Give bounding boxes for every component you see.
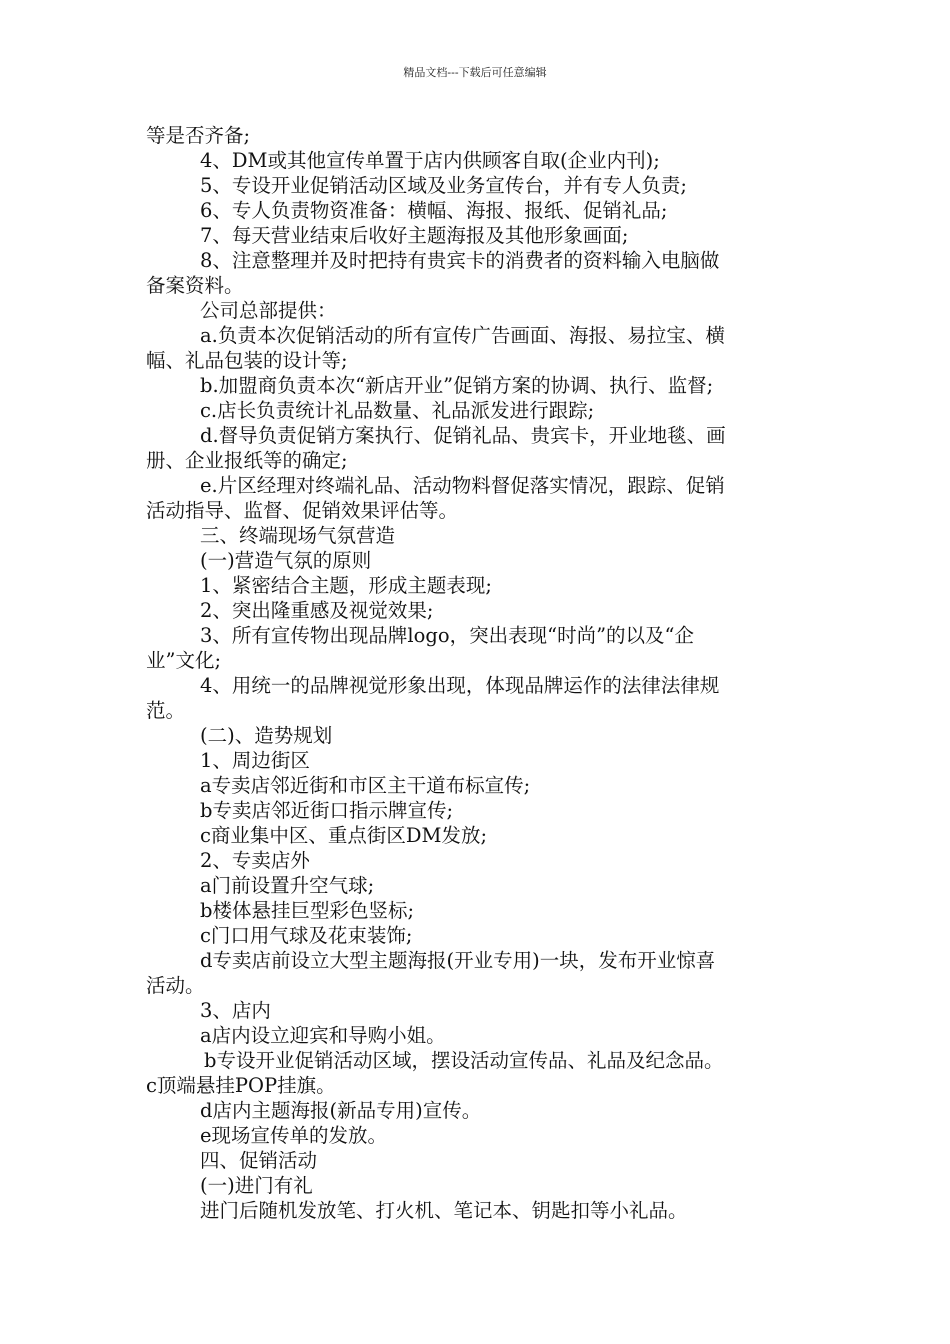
text-line: 幅、礼品包装的设计等; [146,349,348,372]
text-line: 3、所有宣传物出现品牌logo，突出表现“时尚”的以及“企 [200,624,695,647]
text-line: d.督导负责促销方案执行、促销礼品、贵宾卡，开业地毯、画 [200,424,726,447]
page-header: 精品文档---下载后可任意编辑 [403,66,547,79]
text-line: e.片区经理对终端礼品、活动物料督促落实情况，跟踪、促销 [200,474,725,497]
text-line: c商业集中区、重点街区DM发放; [200,824,488,847]
text-line: b楼体悬挂巨型彩色竖标; [200,899,415,922]
section-heading: 四、促销活动 [200,1149,318,1172]
text-line: 等是否齐备; [146,124,251,147]
text-line: a专卖店邻近街和市区主干道布标宣传; [200,774,531,797]
text-line: c门口用气球及花束装饰; [200,924,413,947]
text-line: 公司总部提供： [200,299,337,322]
text-line: 1、紧密结合主题，形成主题表现; [200,574,492,597]
section-heading: 三、终端现场气氛营造 [200,524,396,547]
subsection-heading: (一)营造气氛的原则 [200,549,372,572]
text-line: c顶端悬挂POP挂旗。 [146,1074,336,1097]
text-line: 7、每天营业结束后收好主题海报及其他形象画面; [200,224,629,247]
text-line: 范。 [146,699,186,722]
text-line: 2、突出隆重感及视觉效果; [200,599,434,622]
text-line: 4、用统一的品牌视觉形象出现，体现品牌运作的法律法律规 [200,674,720,697]
text-line: b专设开业促销活动区域，摆设活动宣传品、礼品及纪念品。 [204,1049,724,1072]
text-line: a店内设立迎宾和导购小姐。 [200,1024,446,1047]
text-line: e现场宣传单的发放。 [200,1124,388,1147]
text-line: 活动指导、监督、促销效果评估等。 [146,499,459,522]
subsection-heading: (一)进门有礼 [200,1174,313,1197]
text-line: d店内主题海报(新品专用)宣传。 [200,1099,482,1122]
text-line: 业”文化; [146,649,222,672]
subsection-heading: (二)、造势规划 [200,724,333,747]
text-line: 活动。 [146,974,205,997]
text-line: b.加盟商负责本次“新店开业”促销方案的协调、执行、监督; [200,374,714,397]
text-line: b专卖店邻近街口指示牌宣传; [200,799,454,822]
document-body [146,123,816,1223]
text-line: 6、专人负责物资准备：横幅、海报、报纸、促销礼品; [200,199,668,222]
text-line: a.负责本次促销活动的所有宣传广告画面、海报、易拉宝、横 [200,324,725,347]
text-line: 备案资料。 [146,274,244,297]
text-line: c.店长负责统计礼品数量、礼品派发进行跟踪; [200,399,595,422]
text-line: 2、专卖店外 [200,849,310,872]
text-line: 进门后随机发放笔、打火机、笔记本、钥匙扣等小礼品。 [200,1199,688,1222]
text-line: 8、注意整理并及时把持有贵宾卡的消费者的资料输入电脑做 [200,249,720,272]
text-line: 1、周边街区 [200,749,310,772]
text-line: 4、DM或其他宣传单置于店内供顾客自取(企业内刊); [200,149,660,172]
text-line: 册、企业报纸等的确定; [146,449,348,472]
text-line: a门前设置升空气球; [200,874,375,897]
text-line: 3、店内 [200,999,271,1022]
text-line: 5、专设开业促销活动区域及业务宣传台，并有专人负责; [200,174,687,197]
text-line: d专卖店前设立大型主题海报(开业专用)一块，发布开业惊喜 [200,949,716,972]
